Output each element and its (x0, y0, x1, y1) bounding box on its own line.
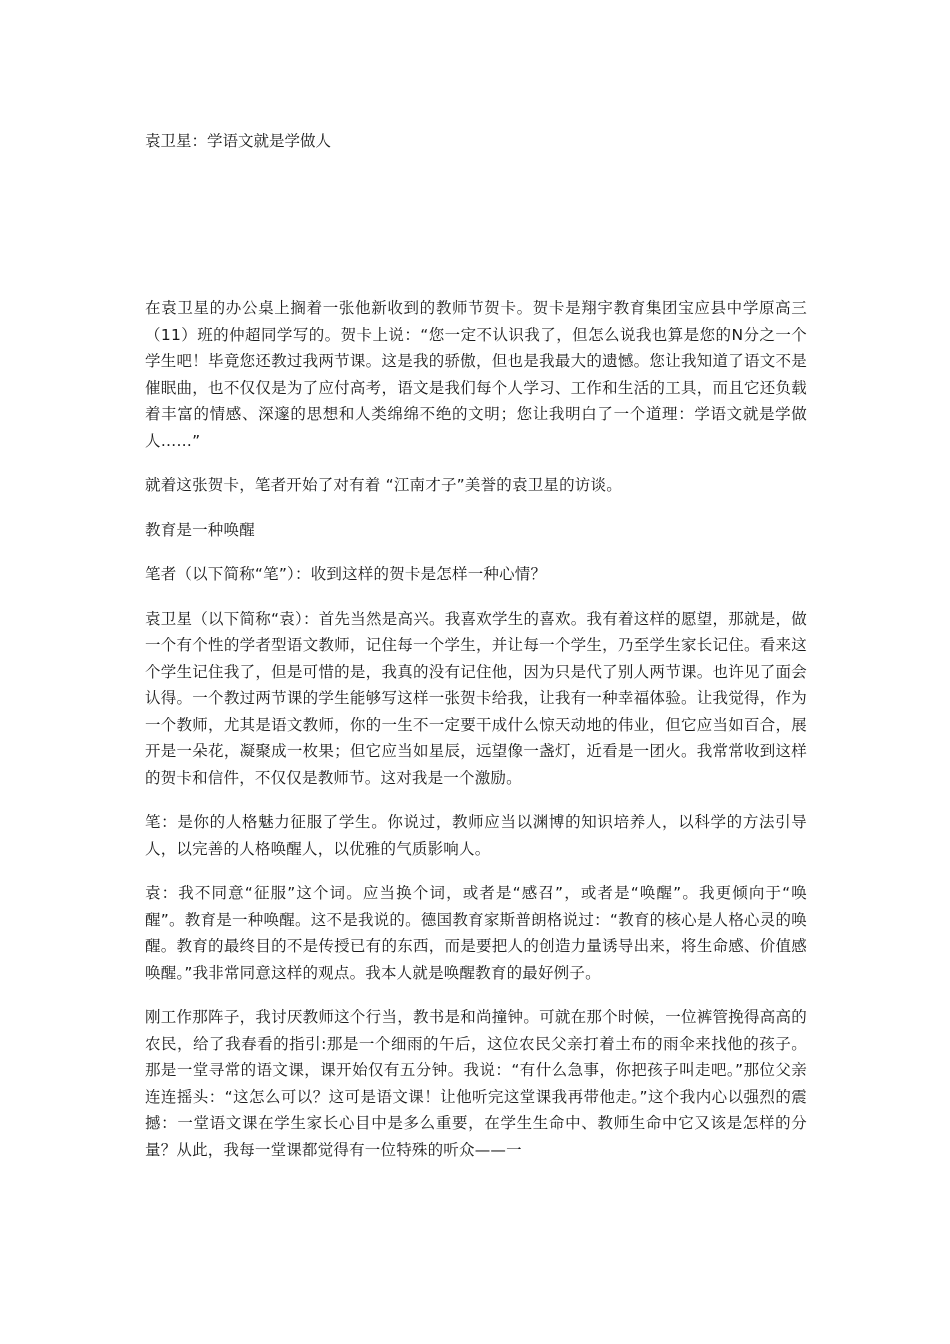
document-title: 袁卫星：学语文就是学做人 (145, 132, 332, 150)
paragraph-question-2: 笔：是你的人格魅力征服了学生。你说过，教师应当以渊博的知识培养人，以科学的方法引导人，以完善的人格唤醒人，以优雅的气质影响人。 (145, 813, 807, 858)
paragraph-question-1: 笔者（以下简称“笔”）：收到这样的贺卡是怎样一种心情？ (145, 565, 547, 583)
section-heading: 教育是一种唤醒 (145, 520, 255, 539)
paragraph-answer-3: 刚工作那阵子，我讨厌教师这个行当，教书是和尚撞钟。可就在那个时候，一位裤管挽得高高的农民，给了我春看的指引:那是一个细雨的午后，这位农民父亲打着土布的雨伞来找他的孩子。那是一堂寻常的语文课，课开始仅有五分钟。我说：“有什么急事，你把孩子叫走吧。”那位父亲连连摇头：“这怎么可以？这可是语文课！让他听完这堂课我再带他走。”这个我内心以强烈的震撼：一堂语文课在学生家长心目中是多么重要，在学生生命中、教师生命中它又该是怎样的分量？从此，我每一堂课都觉得有一位特殊的听众——一 (145, 1008, 807, 1159)
document-body (145, 295, 807, 1181)
paragraph-answer-2: 袁：我不同意“征服”这个词。应当换个词，或者是“感召”，或者是“唤醒”。我更倾向于“唤醒”。教育是一种唤醒。这不是我说的。德国教育家斯普朗格说过：“教育的核心是人格心灵的唤醒。教育的最终目的不是传授已有的东西，而是要把人的创造力量诱导出来，将生命感、价值感唤醒。”我非常同意这样的观点。我本人就是唤醒教育的最好例子。 (145, 884, 807, 982)
paragraph-greeting-card: 在袁卫星的办公桌上搁着一张他新收到的教师节贺卡。贺卡是翔宇教育集团宝应县中学原高三（11）班的仲超同学写的。贺卡上说：“您一定不认识我了，但怎么说我也算是您的N分之一个学生吧！毕竟您还教过我两节课。这是我的骄傲，但也是我最大的遗憾。您让我知道了语文不是催眠曲，也不仅仅是为了应付高考，语文是我们每个人学习、工作和生活的工具，而且它还负载着丰富的情感、深邃的思想和人类绵绵不绝的文明；您让我明白了一个道理：学语文就是学做人……” (145, 299, 807, 450)
paragraph-answer-1: 袁卫星（以下简称“袁）：首先当然是高兴。我喜欢学生的喜欢。我有着这样的愿望，那就是，做一个有个性的学者型语文教师，记住每一个学生，并让每一个学生，乃至学生家长记住。看来这个学生记住我了，但是可惜的是，我真的没有记住他，因为只是代了别人两节课。也许见了面会认得。一个教过两节课的学生能够写这样一张贺卡给我，让我有一种幸福体验。让我觉得，作为一个教师，尤其是语文教师，你的一生不一定要干成什么惊天动地的伟业，但它应当如百合，展开是一朵花，凝聚成一枚果；但它应当如星辰，远望像一盏灯，近看是一团火。我常常收到这样的贺卡和信件，不仅仅是教师节。这对我是一个激励。 (145, 609, 807, 787)
paragraph-interview-intro: 就着这张贺卡，笔者开始了对有着 “江南才子”美誉的袁卫星的访谈。 (145, 476, 622, 494)
